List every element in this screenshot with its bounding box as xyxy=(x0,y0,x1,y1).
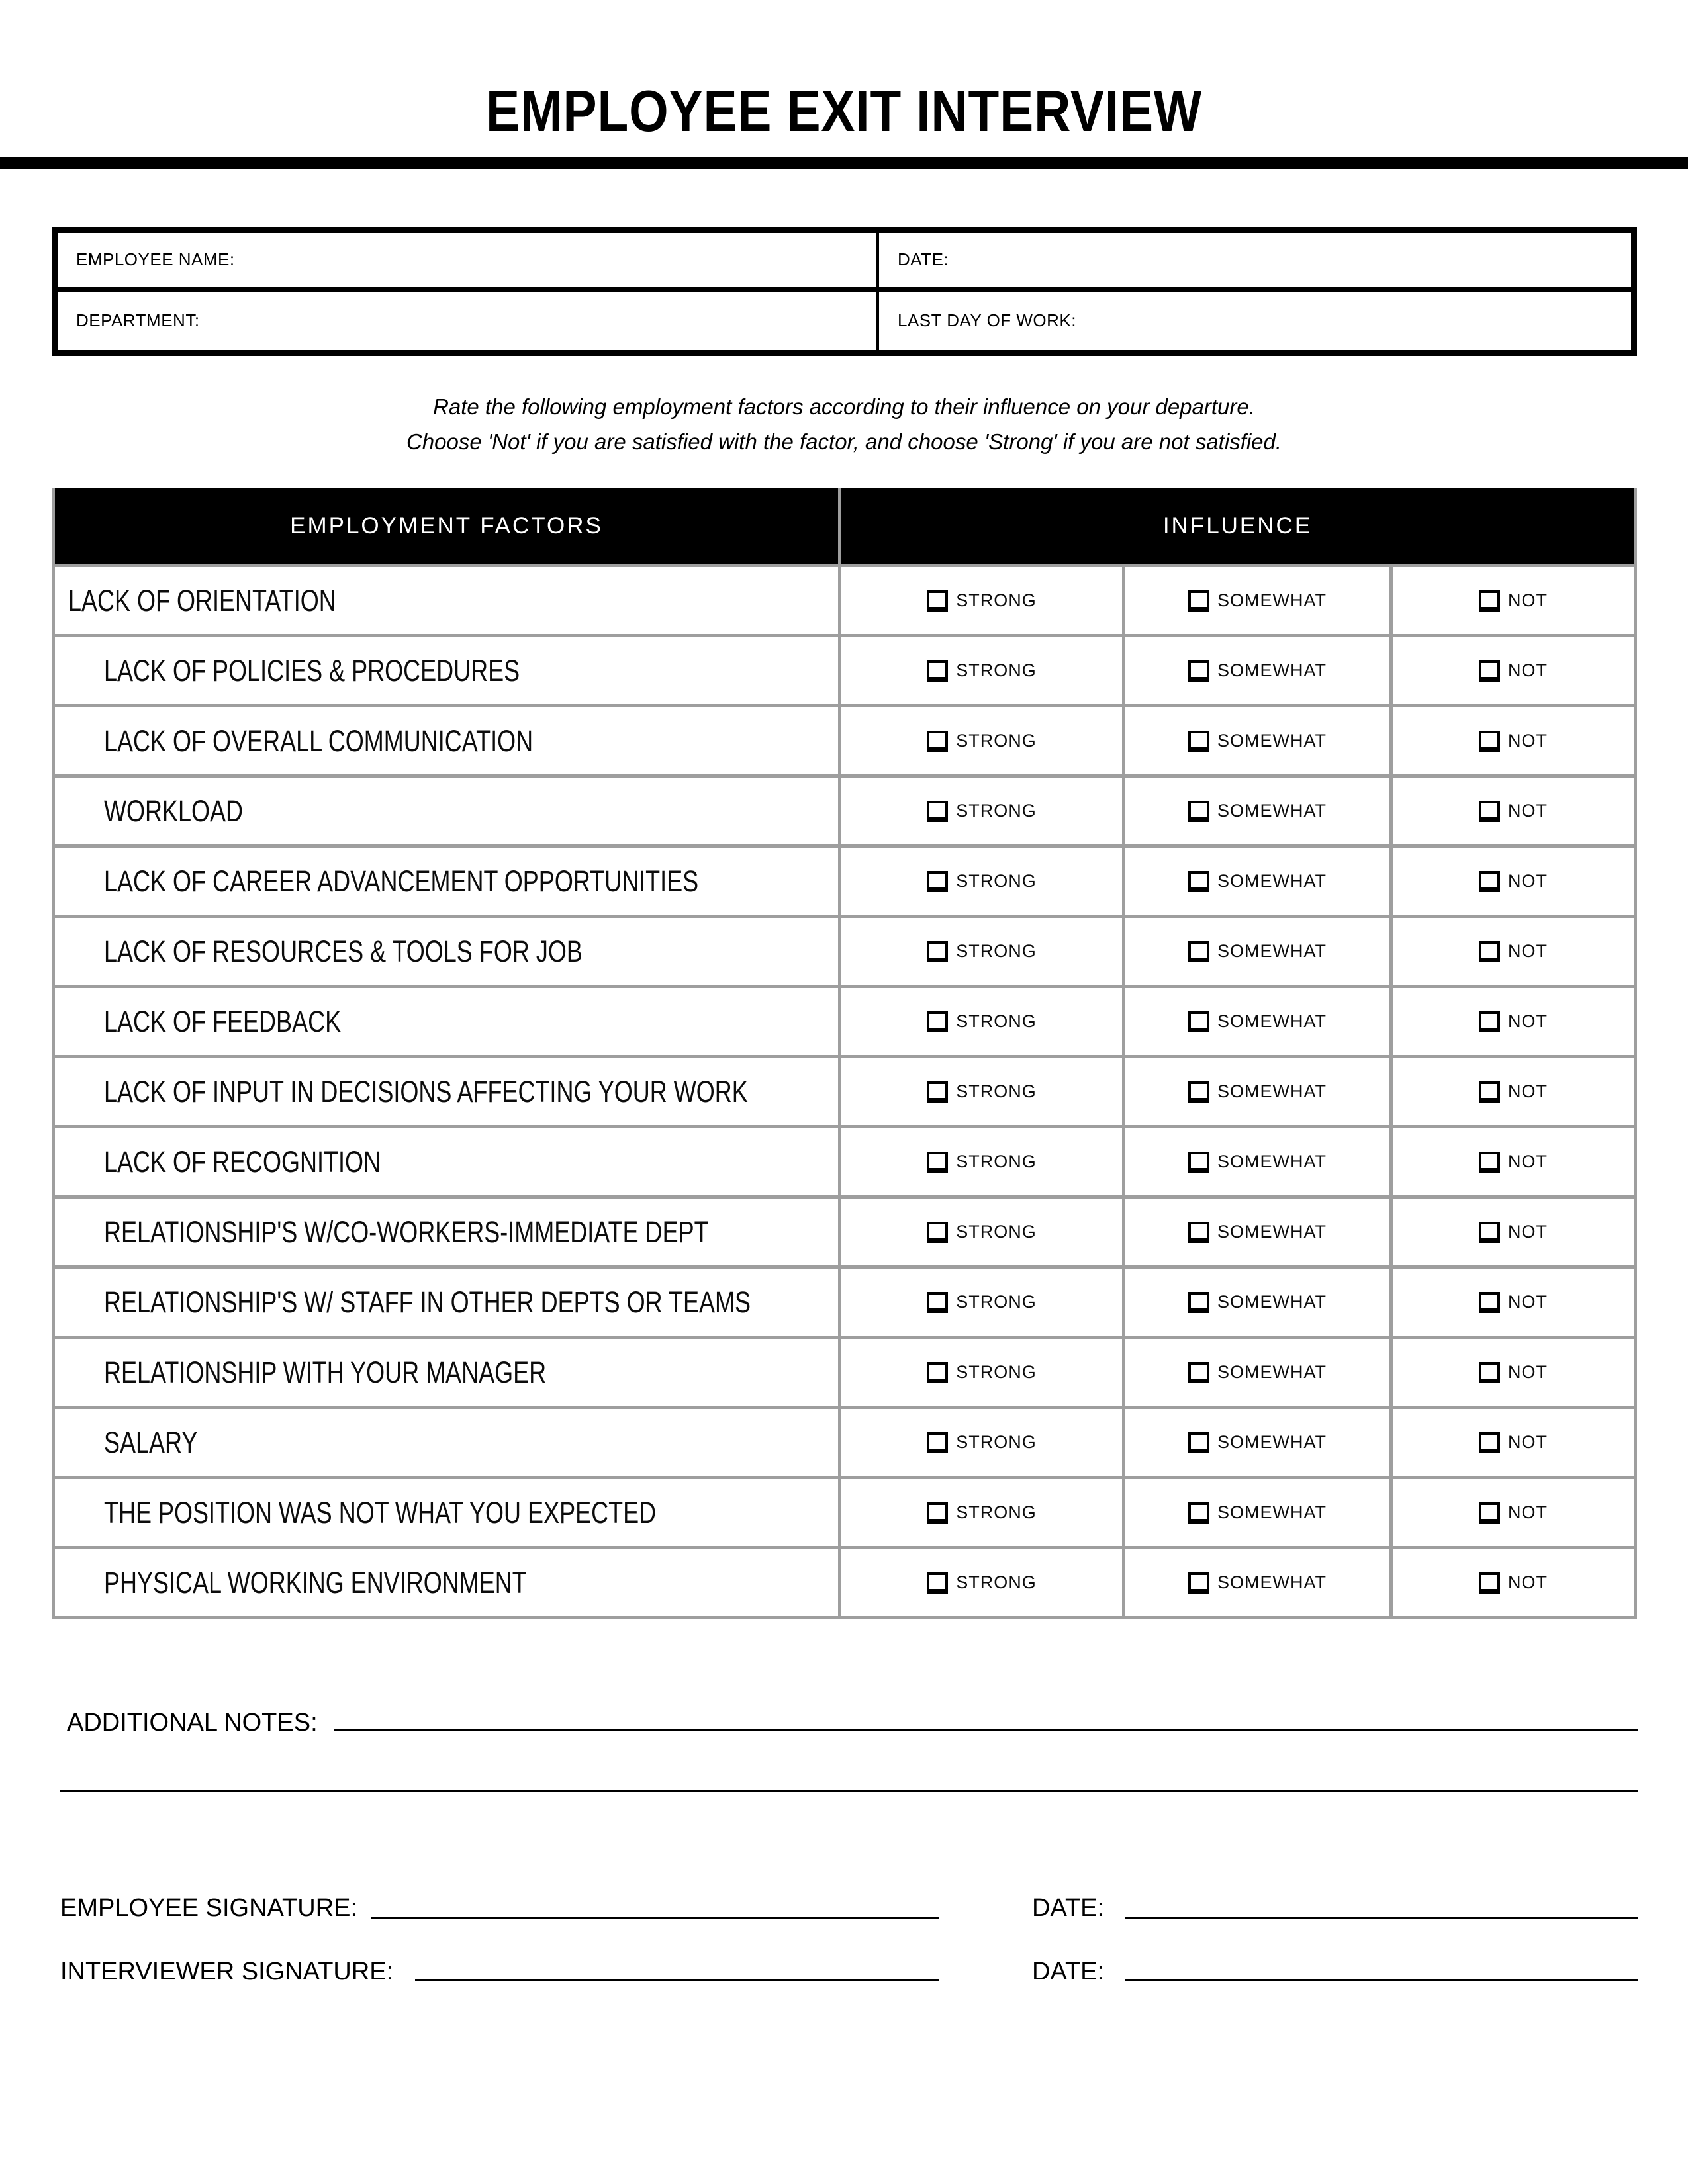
option-label: SOMEWHAT xyxy=(1217,660,1327,680)
notes-line-1[interactable] xyxy=(334,1729,1638,1731)
influence-cell-strong xyxy=(841,707,1122,774)
influence-cell-not xyxy=(1393,1409,1634,1476)
factor-label: WORKLOAD xyxy=(55,778,838,844)
influence-cell-strong xyxy=(841,637,1122,704)
option-label: STRONG xyxy=(956,731,1037,751)
department-label: DEPARTMENT: xyxy=(76,310,200,331)
department-field[interactable] xyxy=(58,292,879,351)
option-label: STRONG xyxy=(956,1011,1037,1031)
checkbox-somewhat[interactable] xyxy=(1188,1572,1209,1594)
checkbox-strong[interactable] xyxy=(927,941,948,962)
option-label: SOMEWHAT xyxy=(1217,1222,1327,1242)
factor-label: SALARY xyxy=(55,1409,838,1476)
option-label: SOMEWHAT xyxy=(1217,1011,1327,1031)
factor-row xyxy=(55,1269,1634,1336)
option-label: NOT xyxy=(1508,871,1548,891)
option-label: NOT xyxy=(1508,660,1548,680)
checkbox-not[interactable] xyxy=(1479,1292,1500,1313)
option-label: STRONG xyxy=(956,660,1037,680)
influence-cell-not xyxy=(1393,1128,1634,1195)
influence-cell-somewhat xyxy=(1125,778,1389,844)
option-label: STRONG xyxy=(956,590,1037,610)
option-label: NOT xyxy=(1508,941,1548,961)
influence-cell-strong xyxy=(841,1479,1122,1546)
checkbox-strong[interactable] xyxy=(927,1011,948,1032)
checkbox-strong[interactable] xyxy=(927,731,948,752)
checkbox-not[interactable] xyxy=(1479,1011,1500,1032)
checkbox-somewhat[interactable] xyxy=(1188,590,1209,612)
employee-signature-label: EMPLOYEE SIGNATURE: xyxy=(60,1894,358,1922)
influence-cell-not xyxy=(1393,1339,1634,1406)
factor-row xyxy=(55,637,1634,704)
factor-row xyxy=(55,1128,1634,1195)
option-label: NOT xyxy=(1508,1502,1548,1522)
factor-row xyxy=(55,707,1634,774)
option-label: NOT xyxy=(1508,1152,1548,1171)
option-label: NOT xyxy=(1508,1362,1548,1382)
checkbox-strong[interactable] xyxy=(927,1081,948,1103)
checkbox-somewhat[interactable] xyxy=(1188,1292,1209,1313)
option-label: STRONG xyxy=(956,1152,1037,1171)
instructions-line-2: Choose 'Not' if you are satisfied with the factor, and choose 'Strong' if you are not satisfied. xyxy=(406,430,1282,454)
date-label: DATE: xyxy=(898,249,949,269)
checkbox-somewhat[interactable] xyxy=(1188,1502,1209,1524)
factor-label: RELATIONSHIP'S W/CO-WORKERS-IMMEDIATE DEPT xyxy=(55,1199,838,1265)
option-label: SOMEWHAT xyxy=(1217,941,1327,961)
option-label: STRONG xyxy=(956,1222,1037,1242)
factor-label: LACK OF FEEDBACK xyxy=(55,988,838,1055)
influence-cell-not xyxy=(1393,1549,1634,1616)
influence-cell-not xyxy=(1393,778,1634,844)
checkbox-somewhat[interactable] xyxy=(1188,1222,1209,1243)
factor-label: LACK OF RESOURCES & TOOLS FOR JOB xyxy=(55,918,838,985)
option-label: NOT xyxy=(1508,1572,1548,1592)
influence-cell-not xyxy=(1393,567,1634,634)
factor-row xyxy=(55,1409,1634,1476)
factor-label: THE POSITION WAS NOT WHAT YOU EXPECTED xyxy=(55,1479,838,1546)
checkbox-somewhat[interactable] xyxy=(1188,731,1209,752)
checkbox-somewhat[interactable] xyxy=(1188,1362,1209,1383)
checkbox-somewhat[interactable] xyxy=(1188,660,1209,682)
interviewer-signature-date-label: DATE: xyxy=(1032,1958,1105,1985)
influence-cell-somewhat xyxy=(1125,918,1389,985)
factor-row xyxy=(55,1058,1634,1125)
checkbox-not[interactable] xyxy=(1479,1152,1500,1173)
employee-signature-line[interactable] xyxy=(371,1917,939,1919)
influence-cell-not xyxy=(1393,637,1634,704)
influence-cell-not xyxy=(1393,707,1634,774)
checkbox-strong[interactable] xyxy=(927,1152,948,1173)
factor-row xyxy=(55,1479,1634,1546)
checkbox-strong[interactable] xyxy=(927,1432,948,1453)
factor-label: LACK OF INPUT IN DECISIONS AFFECTING YOUR WORK xyxy=(55,1058,838,1125)
option-label: STRONG xyxy=(956,871,1037,891)
checkbox-not[interactable] xyxy=(1479,871,1500,892)
influence-cell-somewhat xyxy=(1125,1128,1389,1195)
influence-cell-strong xyxy=(841,1199,1122,1265)
instructions-line-1: Rate the following employment factors according to their influence on your departure. xyxy=(433,394,1255,419)
factor-label: LACK OF ORIENTATION xyxy=(55,567,838,634)
factor-label: LACK OF POLICIES & PROCEDURES xyxy=(55,637,838,704)
influence-header: INFLUENCE xyxy=(841,488,1634,564)
factor-row xyxy=(55,778,1634,844)
checkbox-strong[interactable] xyxy=(927,871,948,892)
interviewer-signature-date-line[interactable] xyxy=(1125,1979,1638,1981)
influence-cell-not xyxy=(1393,918,1634,985)
option-label: SOMEWHAT xyxy=(1217,1292,1327,1312)
factor-label: LACK OF OVERALL COMMUNICATION xyxy=(55,707,838,774)
influence-cell-strong xyxy=(841,988,1122,1055)
checkbox-not[interactable] xyxy=(1479,1362,1500,1383)
factor-label: RELATIONSHIP WITH YOUR MANAGER xyxy=(55,1339,838,1406)
instructions xyxy=(0,389,1688,459)
option-label: SOMEWHAT xyxy=(1217,1152,1327,1171)
influence-cell-somewhat xyxy=(1125,1409,1389,1476)
date-value[interactable] xyxy=(949,233,1631,287)
checkbox-strong[interactable] xyxy=(927,1572,948,1594)
department-value[interactable] xyxy=(200,292,876,351)
influence-cell-somewhat xyxy=(1125,1269,1389,1336)
factors-table xyxy=(52,488,1637,1619)
influence-cell-not xyxy=(1393,848,1634,915)
additional-notes-label: ADDITIONAL NOTES: xyxy=(67,1709,318,1737)
checkbox-somewhat[interactable] xyxy=(1188,941,1209,962)
checkbox-not[interactable] xyxy=(1479,1432,1500,1453)
checkbox-not[interactable] xyxy=(1479,660,1500,682)
checkbox-somewhat[interactable] xyxy=(1188,1081,1209,1103)
influence-cell-somewhat xyxy=(1125,567,1389,634)
employee-name-value[interactable] xyxy=(235,233,876,287)
factor-label: PHYSICAL WORKING ENVIRONMENT xyxy=(55,1549,838,1616)
page-title: EMPLOYEE EXIT INTERVIEW xyxy=(485,78,1203,144)
influence-cell-strong xyxy=(841,918,1122,985)
checkbox-not[interactable] xyxy=(1479,1081,1500,1103)
option-label: SOMEWHAT xyxy=(1217,1081,1327,1101)
influence-cell-strong xyxy=(841,1269,1122,1336)
option-label: STRONG xyxy=(956,1081,1037,1101)
option-label: SOMEWHAT xyxy=(1217,1362,1327,1382)
factor-row xyxy=(55,848,1634,915)
employee-signature-date-line[interactable] xyxy=(1125,1917,1638,1919)
last-day-of-work-value[interactable] xyxy=(1076,292,1631,351)
factor-label: LACK OF RECOGNITION xyxy=(55,1128,838,1195)
checkbox-not[interactable] xyxy=(1479,1502,1500,1524)
influence-cell-somewhat xyxy=(1125,1199,1389,1265)
factor-row xyxy=(55,918,1634,985)
option-label: SOMEWHAT xyxy=(1217,871,1327,891)
checkbox-somewhat[interactable] xyxy=(1188,871,1209,892)
option-label: STRONG xyxy=(956,1572,1037,1592)
influence-cell-strong xyxy=(841,778,1122,844)
checkbox-strong[interactable] xyxy=(927,1362,948,1383)
option-label: SOMEWHAT xyxy=(1217,590,1327,610)
checkbox-strong[interactable] xyxy=(927,1222,948,1243)
influence-cell-not xyxy=(1393,1269,1634,1336)
checkbox-somewhat[interactable] xyxy=(1188,1152,1209,1173)
employee-signature-date-label: DATE: xyxy=(1032,1894,1105,1922)
influence-cell-somewhat xyxy=(1125,637,1389,704)
option-label: SOMEWHAT xyxy=(1217,801,1327,821)
option-label: STRONG xyxy=(956,941,1037,961)
checkbox-not[interactable] xyxy=(1479,731,1500,752)
option-label: NOT xyxy=(1508,1011,1548,1031)
influence-cell-strong xyxy=(841,1549,1122,1616)
checkbox-not[interactable] xyxy=(1479,1222,1500,1243)
checkbox-somewhat[interactable] xyxy=(1188,1432,1209,1453)
influence-cell-somewhat xyxy=(1125,707,1389,774)
option-label: NOT xyxy=(1508,1222,1548,1242)
employee-name-field[interactable] xyxy=(58,233,879,292)
influence-cell-somewhat xyxy=(1125,988,1389,1055)
influence-cell-not xyxy=(1393,1058,1634,1125)
option-label: NOT xyxy=(1508,1292,1548,1312)
date-field[interactable] xyxy=(879,233,1631,292)
checkbox-somewhat[interactable] xyxy=(1188,801,1209,822)
option-label: NOT xyxy=(1508,801,1548,821)
checkbox-strong[interactable] xyxy=(927,660,948,682)
checkbox-strong[interactable] xyxy=(927,590,948,612)
option-label: STRONG xyxy=(956,1502,1037,1522)
factor-row xyxy=(55,1339,1634,1406)
option-label: SOMEWHAT xyxy=(1217,1502,1327,1522)
option-label: STRONG xyxy=(956,1362,1037,1382)
option-label: STRONG xyxy=(956,1432,1037,1452)
influence-cell-strong xyxy=(841,1409,1122,1476)
influence-cell-strong xyxy=(841,1339,1122,1406)
influence-cell-somewhat xyxy=(1125,1339,1389,1406)
influence-cell-somewhat xyxy=(1125,1479,1389,1546)
checkbox-strong[interactable] xyxy=(927,801,948,822)
title-divider-bar xyxy=(0,157,1688,169)
option-label: STRONG xyxy=(956,1292,1037,1312)
checkbox-strong[interactable] xyxy=(927,1292,948,1313)
option-label: NOT xyxy=(1508,590,1548,610)
employee-info-table xyxy=(52,227,1637,356)
influence-cell-strong xyxy=(841,1058,1122,1125)
last-day-of-work-label: LAST DAY OF WORK: xyxy=(898,310,1076,331)
interviewer-signature-line[interactable] xyxy=(415,1979,939,1981)
factor-row xyxy=(55,988,1634,1055)
factors-table-header xyxy=(55,488,1634,564)
employment-factors-header: EMPLOYMENT FACTORS xyxy=(55,488,838,564)
influence-cell-somewhat xyxy=(1125,1058,1389,1125)
last-day-of-work-field[interactable] xyxy=(879,292,1631,351)
influence-cell-not xyxy=(1393,988,1634,1055)
option-label: NOT xyxy=(1508,1081,1548,1101)
checkbox-strong[interactable] xyxy=(927,1502,948,1524)
interviewer-signature-label: INTERVIEWER SIGNATURE: xyxy=(60,1958,394,1985)
factor-row xyxy=(55,567,1634,634)
influence-cell-strong xyxy=(841,848,1122,915)
factor-label: LACK OF CAREER ADVANCEMENT OPPORTUNITIES xyxy=(55,848,838,915)
influence-cell-not xyxy=(1393,1199,1634,1265)
checkbox-not[interactable] xyxy=(1479,590,1500,612)
influence-cell-somewhat xyxy=(1125,848,1389,915)
checkbox-somewhat[interactable] xyxy=(1188,1011,1209,1032)
checkbox-not[interactable] xyxy=(1479,941,1500,962)
influence-cell-not xyxy=(1393,1479,1634,1546)
checkbox-not[interactable] xyxy=(1479,1572,1500,1594)
employee-name-label: EMPLOYEE NAME: xyxy=(76,249,235,269)
factor-row xyxy=(55,1549,1634,1616)
factor-row xyxy=(55,1199,1634,1265)
option-label: SOMEWHAT xyxy=(1217,731,1327,751)
option-label: NOT xyxy=(1508,731,1548,751)
checkbox-not[interactable] xyxy=(1479,801,1500,822)
factor-label: RELATIONSHIP'S W/ STAFF IN OTHER DEPTS OR TEAMS xyxy=(55,1269,838,1336)
notes-line-2[interactable] xyxy=(60,1790,1638,1792)
option-label: NOT xyxy=(1508,1432,1548,1452)
influence-cell-strong xyxy=(841,1128,1122,1195)
option-label: SOMEWHAT xyxy=(1217,1572,1327,1592)
influence-cell-somewhat xyxy=(1125,1549,1389,1616)
influence-cell-strong xyxy=(841,567,1122,634)
option-label: STRONG xyxy=(956,801,1037,821)
option-label: SOMEWHAT xyxy=(1217,1432,1327,1452)
